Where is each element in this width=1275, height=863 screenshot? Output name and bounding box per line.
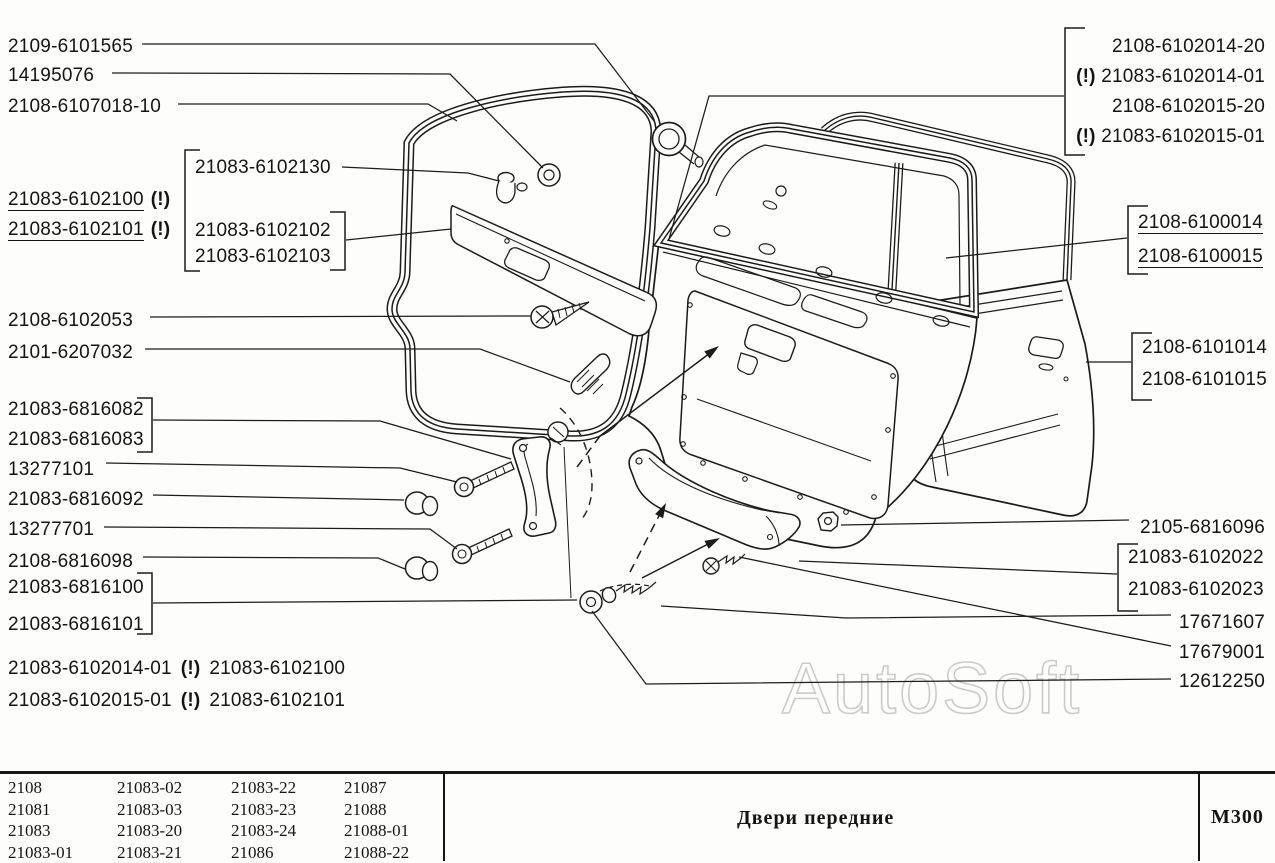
substitution-mark: (!)	[1076, 66, 1096, 87]
part-label-screw-17671607: 17671607	[1178, 612, 1265, 633]
part-label-handle-1: 21083-6816082	[8, 399, 144, 420]
part-label-seal-plug: 2109-6101565	[8, 36, 133, 57]
handle-bolt-lower	[453, 529, 513, 564]
armrest-screw	[703, 554, 745, 574]
substitution-note-2: 21083-6102015-01 (!) 21083-6102101	[8, 690, 346, 711]
model-column-4: 21087 21088 21088-01 21088-22	[344, 778, 410, 862]
part-label-bolt-lower: 13277701	[8, 519, 95, 540]
part-label-washer-12612250: 12612250	[1178, 671, 1265, 692]
part-label-armrest-r-1: 21083-6102022	[1128, 547, 1264, 568]
model-column-3: 21083-22 21083-23 21083-24 21086	[231, 778, 297, 862]
part-label-door-assy-2: 2108-6100015	[1138, 246, 1263, 267]
part-label-strip-1: 21083-6102102	[195, 220, 331, 241]
part-label-armrest-l-1: 21083-6816100	[8, 577, 144, 598]
part-label-armrest-r-2: 21083-6102023	[1128, 579, 1264, 600]
armrest-nut	[818, 512, 838, 531]
part-label-clip: 21083-6102130	[195, 157, 331, 178]
part-label-panel-20-l: 2108-6102015-20	[1111, 96, 1265, 117]
sheet-title: Двери передние	[737, 807, 895, 829]
part-label-handle-2: 21083-6816083	[8, 429, 144, 450]
part-label-fastener: 14195076	[8, 65, 95, 86]
part-label-door-panel-2: 2108-6101015	[1142, 369, 1267, 390]
part-label-door-panel-1: 2108-6101014	[1142, 337, 1267, 358]
part-label-trim-assy-1: 21083-6102100 (!)	[8, 189, 171, 210]
part-label-bolt-upper: 13277101	[8, 459, 95, 480]
part-label-cap-lower: 2108-6816098	[8, 551, 133, 572]
handle-bolt-upper	[455, 462, 515, 497]
glass-run-seal-piece	[571, 354, 609, 394]
round-fastener	[538, 164, 560, 186]
model-column-2: 21083-02 21083-03 21083-20 21083-21	[117, 778, 183, 862]
part-label-screw: 2108-6102053	[8, 310, 133, 331]
part-label-screw-17679001: 17679001	[1178, 642, 1265, 663]
part-label-strip-2: 21083-6102103	[195, 246, 331, 267]
part-label-nut: 2105-6816096	[1140, 517, 1265, 538]
part-label-weatherstrip: 2108-6107018-10	[8, 96, 162, 117]
trim-clip	[497, 173, 527, 203]
substitution-mark: (!)	[180, 690, 201, 711]
substitution-mark: (!)	[150, 219, 171, 240]
part-label-panel-20-r: 2108-6102014-20	[1111, 36, 1265, 57]
part-label-trim-assy-2: 21083-6102101 (!)	[8, 219, 171, 240]
watermark-text: AutoSoft	[782, 649, 1083, 729]
substitution-note-1: 21083-6102014-01 (!) 21083-6102100	[8, 658, 346, 679]
bolt-cap-upper	[406, 492, 438, 516]
panel-screw	[531, 302, 589, 328]
part-label-panel-01-l: (!) 21083-6102015-01	[1076, 126, 1265, 147]
substitution-mark: (!)	[180, 658, 201, 679]
substitution-mark: (!)	[150, 189, 171, 210]
bolt-cap-lower	[406, 557, 438, 581]
substitution-mark: (!)	[1076, 126, 1096, 147]
door-pull-handle	[513, 437, 556, 536]
part-label-panel-01-r: (!) 21083-6102014-01	[1076, 66, 1265, 87]
part-label-glass-seal: 2101-6207032	[8, 342, 133, 363]
footer-table	[0, 771, 1275, 861]
washer	[580, 591, 602, 613]
model-column-1: 2108 21081 21083 21083-01	[8, 778, 74, 862]
part-label-cap-upper: 21083-6816092	[8, 489, 144, 510]
part-label-door-assy-1: 2108-6100014	[1138, 212, 1263, 233]
part-label-armrest-l-2: 21083-6816101	[8, 614, 144, 635]
sheet-code: М300	[1211, 806, 1264, 828]
footer-divider-1	[443, 774, 445, 861]
